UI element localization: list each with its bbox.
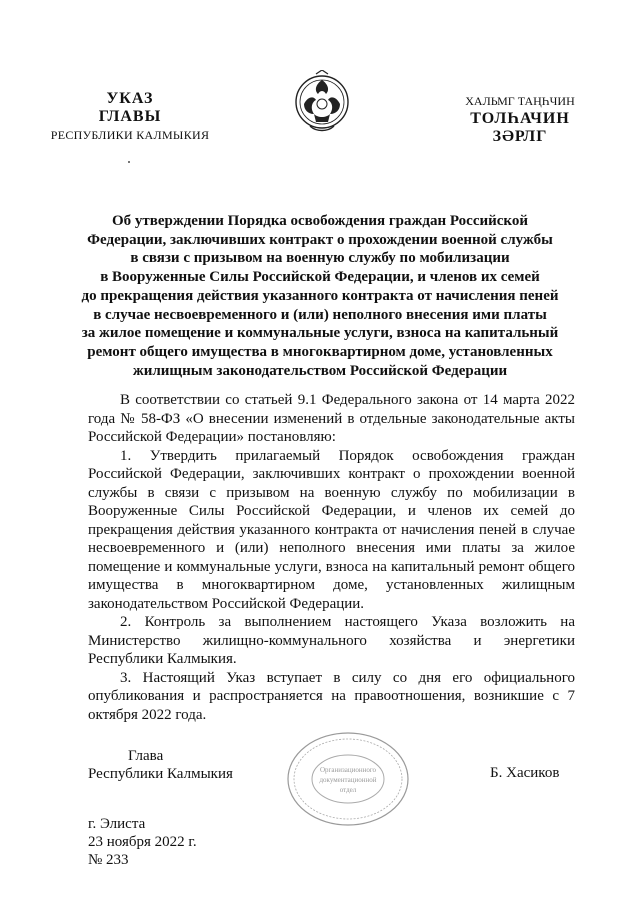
title-line: Федерации, заключивших контракт о прохождении военной службы xyxy=(87,231,553,248)
clause-1-paragraph: 1. Утвердить прилагаемый Порядок освобождения граждан Российской Федерации, заключивших контракт о прохождении военной службы в связи с призывом на военную службу по мобилизации в Вооруженные Силы Российской Федерации, и членов их семей до прекращения действия указанного контракта от начисления пеней в случае несвоевременного и (или) неполного внесения ими платы за жилое помещение и коммунальные услуги, взноса на капитальный ремонт общего имущества в многоквартирном доме, установленных жилищным законодательством Российской Федерации. xyxy=(88,447,575,612)
header-left xyxy=(40,90,220,144)
svg-text:документационной: документационной xyxy=(319,776,377,784)
title-line: Об утверждении Порядка освобождения граждан Российской xyxy=(111,213,529,229)
signatory-title-line-1: Глава xyxy=(128,748,164,764)
issue-place: г. Элиста xyxy=(88,816,146,832)
title-line: жилищным законодательством Российской Федерации xyxy=(132,362,508,379)
preamble-paragraph: В соответствии со статьей 9.1 Федерального закона от 14 марта 2022 года № 58-ФЗ «О внесении изменений в отдельные законодательные акты Российской Федерации» постановляю: xyxy=(88,392,575,445)
title-line: ремонт общего имущества в многоквартирном доме, установленных xyxy=(87,343,553,360)
svg-text:отдел: отдел xyxy=(339,786,357,794)
title-line: в связи с призывом на военную службу по мобилизации xyxy=(130,250,510,267)
title-line: в Вооруженные Силы Российской Федерации, и членов их семей xyxy=(100,269,540,286)
header-right-line-3: ЗӘРЛГ xyxy=(492,128,548,145)
clause-2-paragraph: 2. Контроль за выполнением настоящего Указа возложить на Министерство жилищно-коммунального хозяйства и энергетики Республики Калмыкия. xyxy=(88,614,575,667)
header-left-line-1: УКАЗ xyxy=(106,90,154,107)
header-left-line-2: ГЛАВЫ xyxy=(98,108,162,125)
scan-speck xyxy=(128,161,130,163)
title-line: до прекращения действия указанного контракта от начисления пеней xyxy=(81,287,559,304)
coat-of-arms-emblem-icon xyxy=(292,70,352,138)
clause-3-paragraph: 3. Настоящий Указ вступает в силу со дня его официального опубликования и распространяется на правоотношения, возникшие с 7 октября 2022 года. xyxy=(88,669,575,723)
issue-date: 23 ноября 2022 г. xyxy=(88,834,197,850)
header-right xyxy=(430,92,610,146)
title-line: в случае несвоевременного и (или) неполного внесения ими платы xyxy=(93,306,547,323)
decree-title xyxy=(70,212,570,380)
signatory-name: Б. Хасиков xyxy=(490,765,560,781)
signatory-title-line-2: Республики Калмыкия xyxy=(88,766,233,782)
header-right-line-2: ТОЛҺАЧИН xyxy=(470,110,570,127)
svg-text:Организационного: Организационного xyxy=(319,766,377,774)
header-right-line-1: ХАЛЬМГ ТАҢҺЧИН xyxy=(465,94,575,108)
title-line: за жилое помещение и коммунальные услуги, взноса на капитальный xyxy=(81,325,559,342)
signatory-title xyxy=(88,747,258,783)
decree-number: № 233 xyxy=(88,852,129,868)
header-left-line-3: РЕСПУБЛИКИ КАЛМЫКИЯ xyxy=(50,128,210,142)
official-stamp-seal xyxy=(283,730,413,828)
decree-footer xyxy=(88,815,197,869)
decree-body xyxy=(88,391,575,724)
